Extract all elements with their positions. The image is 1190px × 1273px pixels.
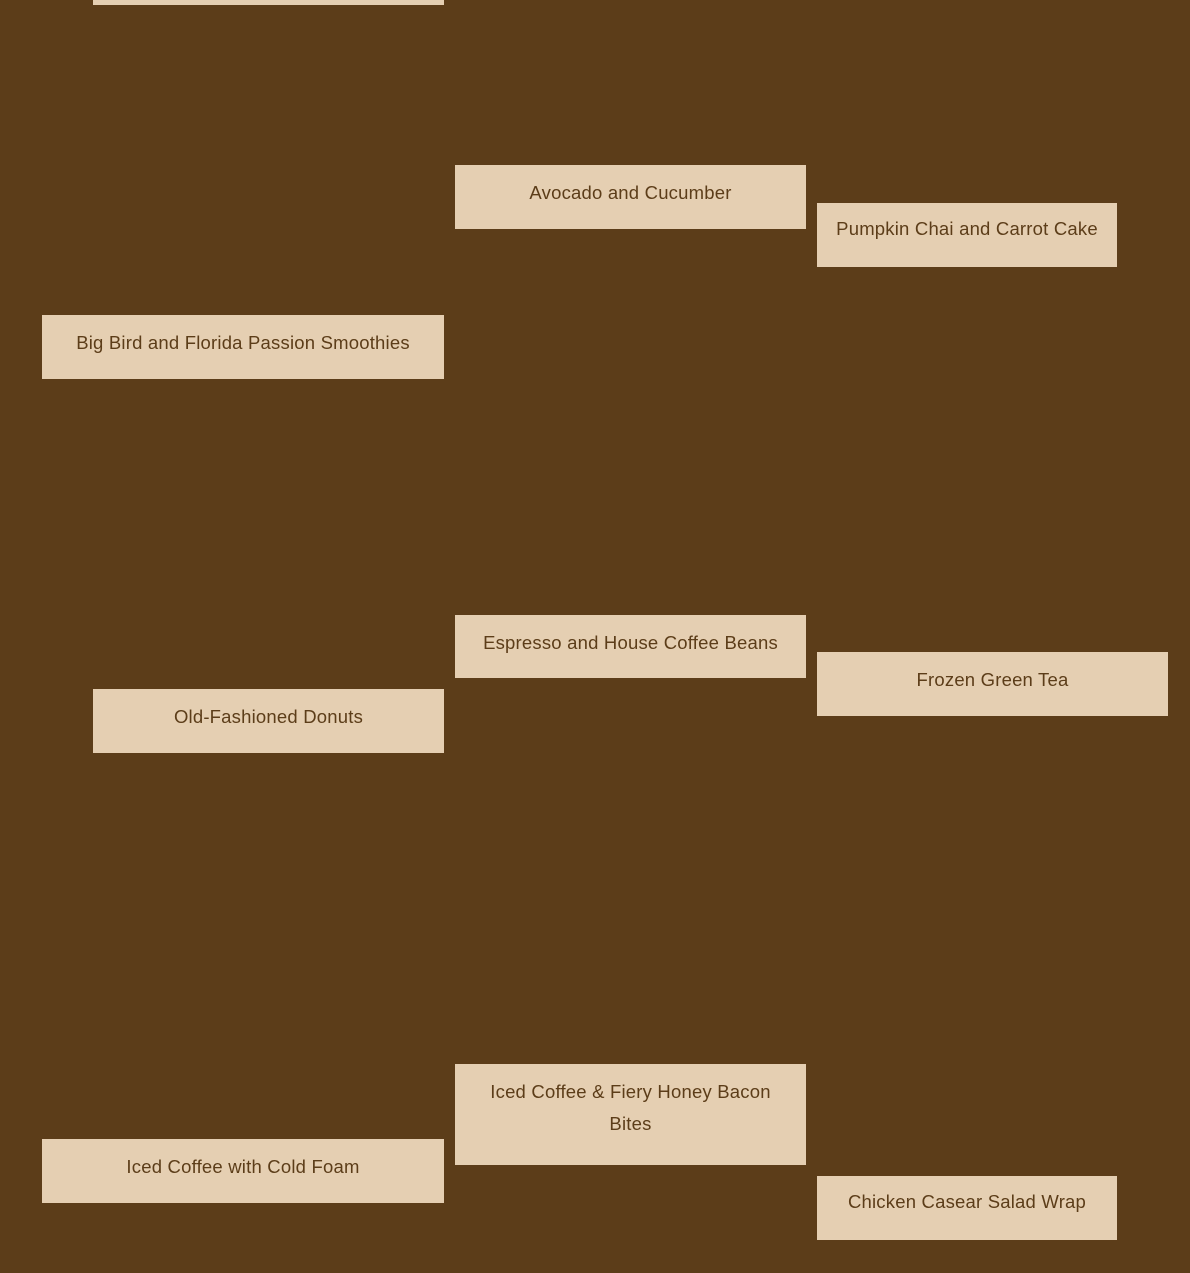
- gallery-item-label: Big Bird and Florida Passion Smoothies: [76, 332, 410, 353]
- gallery-item-label: Chicken Casear Salad Wrap: [847, 1191, 1087, 1212]
- gallery-item-frozen-green-tea[interactable]: [817, 652, 1168, 716]
- gallery-item-caption-partial[interactable]: [93, 0, 444, 5]
- gallery-item-iced-coffee-cold-foam[interactable]: [42, 1139, 444, 1203]
- gallery-item-label: Espresso and House Coffee Beans: [483, 632, 778, 653]
- gallery-item-label: Pumpkin Chai and Carrot Cake: [836, 218, 1098, 239]
- gallery-item-label: Avocado and Cucumber: [529, 182, 732, 203]
- gallery-item-chicken-caesar-wrap[interactable]: [817, 1176, 1117, 1240]
- gallery-item-pumpkin-chai-carrot-cake[interactable]: [817, 203, 1117, 267]
- gallery-item-old-fashioned-donuts[interactable]: [93, 689, 444, 753]
- gallery-item-label: Iced Coffee with Cold Foam: [126, 1156, 360, 1177]
- gallery-item-espresso-house-coffee[interactable]: [455, 615, 806, 678]
- gallery-item-label: Old-Fashioned Donuts: [173, 706, 364, 727]
- gallery-item-big-bird-florida-passion[interactable]: [42, 315, 444, 379]
- gallery-item-label: Iced Coffee & Fiery Honey Bacon Bites: [490, 1081, 771, 1134]
- gallery-item-iced-coffee-bacon-bites[interactable]: [455, 1064, 806, 1165]
- gallery-item-avocado-cucumber[interactable]: [455, 165, 806, 229]
- gallery-item-label: Frozen Green Tea: [916, 669, 1069, 690]
